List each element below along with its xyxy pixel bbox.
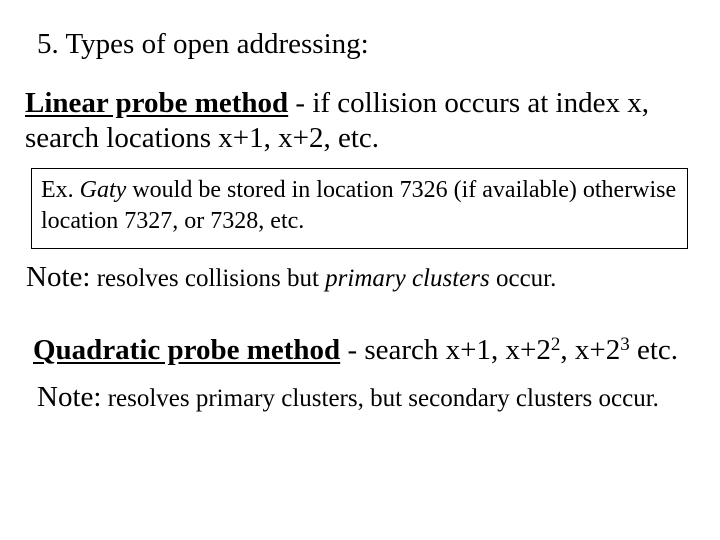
quadratic-text-c: etc. — [629, 334, 679, 366]
linear-probe-definition — [25, 86, 715, 156]
quadratic-exponent-b: 3 — [620, 334, 630, 355]
note-text: resolves primary clusters, but secondary clusters occur. — [101, 385, 659, 412]
linear-probe-note — [26, 259, 556, 297]
quadratic-probe-term: Quadratic probe method — [33, 334, 341, 366]
note-emphasis: primary clusters — [325, 265, 490, 292]
quadratic-probe-note — [37, 378, 677, 418]
note-label: Note: — [37, 381, 102, 413]
example-text: would be stored in location 7326 (if available) otherwise location 7327, or 7328, etc. — [41, 177, 677, 234]
note-label: Note: — [26, 261, 91, 293]
note-text: resolves collisions but — [90, 265, 326, 292]
quadratic-text-a: - search x+1, x+2 — [340, 334, 551, 366]
quadratic-text-b: , x+2 — [560, 334, 621, 366]
note-text-end: occur. — [489, 265, 557, 292]
example-box — [31, 168, 688, 249]
slide-heading: 5. Types of open addressing: — [37, 28, 369, 60]
linear-probe-term: Linear probe method — [25, 87, 289, 119]
quadratic-probe-definition — [33, 332, 720, 368]
example-name: Gaty — [79, 177, 127, 203]
quadratic-exponent-a: 2 — [550, 334, 561, 355]
example-prefix: Ex. — [41, 177, 80, 203]
note-body — [90, 265, 556, 292]
linear-probe-description: - if collision occurs at index x, search locations x+1, x+2, etc. — [25, 87, 649, 154]
